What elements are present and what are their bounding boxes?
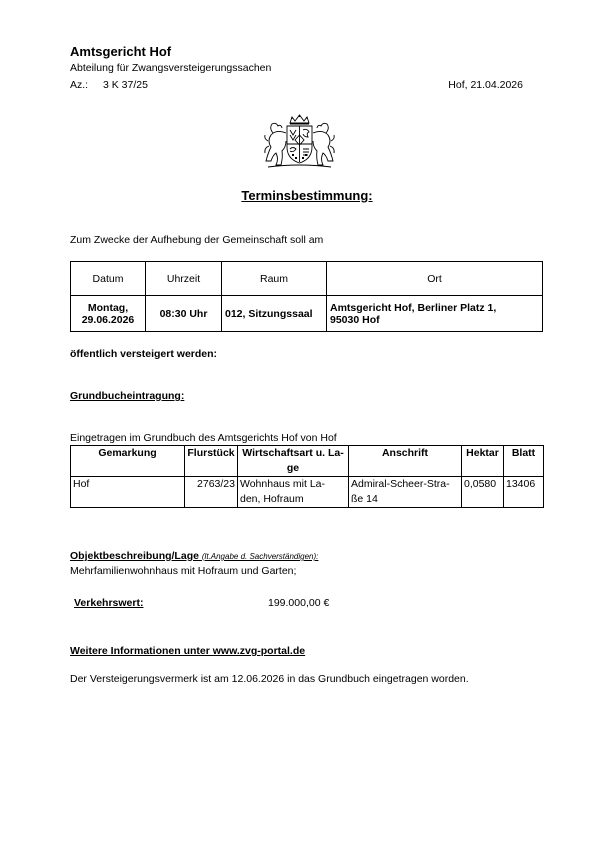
cell-hektar: 0,0580 <box>462 477 504 508</box>
cell-flurstueck: 2763/23 <box>185 477 238 508</box>
file-number: 3 K 37/25 <box>103 79 148 91</box>
place-line-1: Amtsgericht Hof, Berliner Platz 1, <box>330 301 497 314</box>
place-date: Hof, 21.04.2026 <box>448 79 523 91</box>
land-register-intro: Eingetragen im Grundbuch des Amtsgerichts Hof von Hof <box>70 432 337 444</box>
header-blatt: Blatt <box>504 446 544 477</box>
date-weekday: Montag, <box>87 301 129 314</box>
market-value-label: Verkehrswert: <box>74 597 144 609</box>
table-header-row <box>71 446 544 477</box>
cell-anschrift <box>349 477 462 508</box>
date-value: 29.06.2026 <box>81 313 135 326</box>
object-description: Mehrfamilienwohnhaus mit Hofraum und Garten; <box>70 565 297 577</box>
land-register-heading: Grundbucheintragung: <box>70 390 185 402</box>
more-info-link[interactable]: Weitere Informationen unter www.zvg-portal.de <box>70 645 306 657</box>
bavarian-coat-of-arms-icon <box>262 113 337 171</box>
market-value: 199.000,00 € <box>268 597 330 609</box>
appointment-place <box>327 296 543 332</box>
cell-wirtschaftsart-line-1: Wohnhaus mit La- <box>240 478 326 490</box>
header-wirtschaftsart-line-1: Wirtschaftsart u. La- <box>242 447 344 459</box>
table-header-row <box>71 262 543 296</box>
table-row <box>71 296 543 332</box>
cell-gemarkung: Hof <box>71 477 185 508</box>
cell-wirtschaftsart-line-2: den, Hofraum <box>240 493 304 505</box>
object-heading-text: Objektbeschreibung/Lage <box>70 550 199 562</box>
header-hektar: Hektar <box>462 446 504 477</box>
appointment-time: 08:30 Uhr <box>146 296 222 332</box>
intro-text: Zum Zwecke der Aufhebung der Gemeinschaft soll am <box>70 234 324 246</box>
cell-anschrift-line-2: ße 14 <box>351 493 378 505</box>
cell-wirtschaftsart <box>238 477 349 508</box>
header-time: Uhrzeit <box>146 262 222 296</box>
object-heading-note: (lt.Angabe d. Sachverständigen): <box>201 552 319 561</box>
court-name: Amtsgericht Hof <box>70 44 172 59</box>
header-gemarkung: Gemarkung <box>71 446 185 477</box>
place-line-2: 95030 Hof <box>330 313 380 326</box>
table-row <box>71 477 544 508</box>
header-date: Datum <box>71 262 146 296</box>
appointment-date <box>71 296 146 332</box>
page-title: Terminsbestimmung: <box>241 188 373 203</box>
cell-anschrift-line-1: Admiral-Scheer-Stra- <box>351 478 450 490</box>
header-anschrift: Anschrift <box>349 446 462 477</box>
header-wirtschaftsart-line-2: ge <box>286 462 300 474</box>
header-place: Ort <box>327 262 543 296</box>
header-room: Raum <box>222 262 327 296</box>
cell-blatt: 13406 <box>504 477 544 508</box>
appointment-room: 012, Sitzungssaal <box>222 296 327 332</box>
register-note: Der Versteigerungsvermerk ist am 12.06.2026 in das Grundbuch eingetragen worden. <box>70 673 469 685</box>
header-wirtschaftsart <box>238 446 349 477</box>
file-number-label: Az.: <box>70 79 89 91</box>
appointment-table <box>70 261 543 332</box>
auction-text: öffentlich versteigert werden: <box>70 348 218 360</box>
land-register-table <box>70 445 544 508</box>
object-heading <box>70 550 318 562</box>
department: Abteilung für Zwangsversteigerungssachen <box>70 62 272 74</box>
header-flurstueck: Flurstück <box>185 446 238 477</box>
